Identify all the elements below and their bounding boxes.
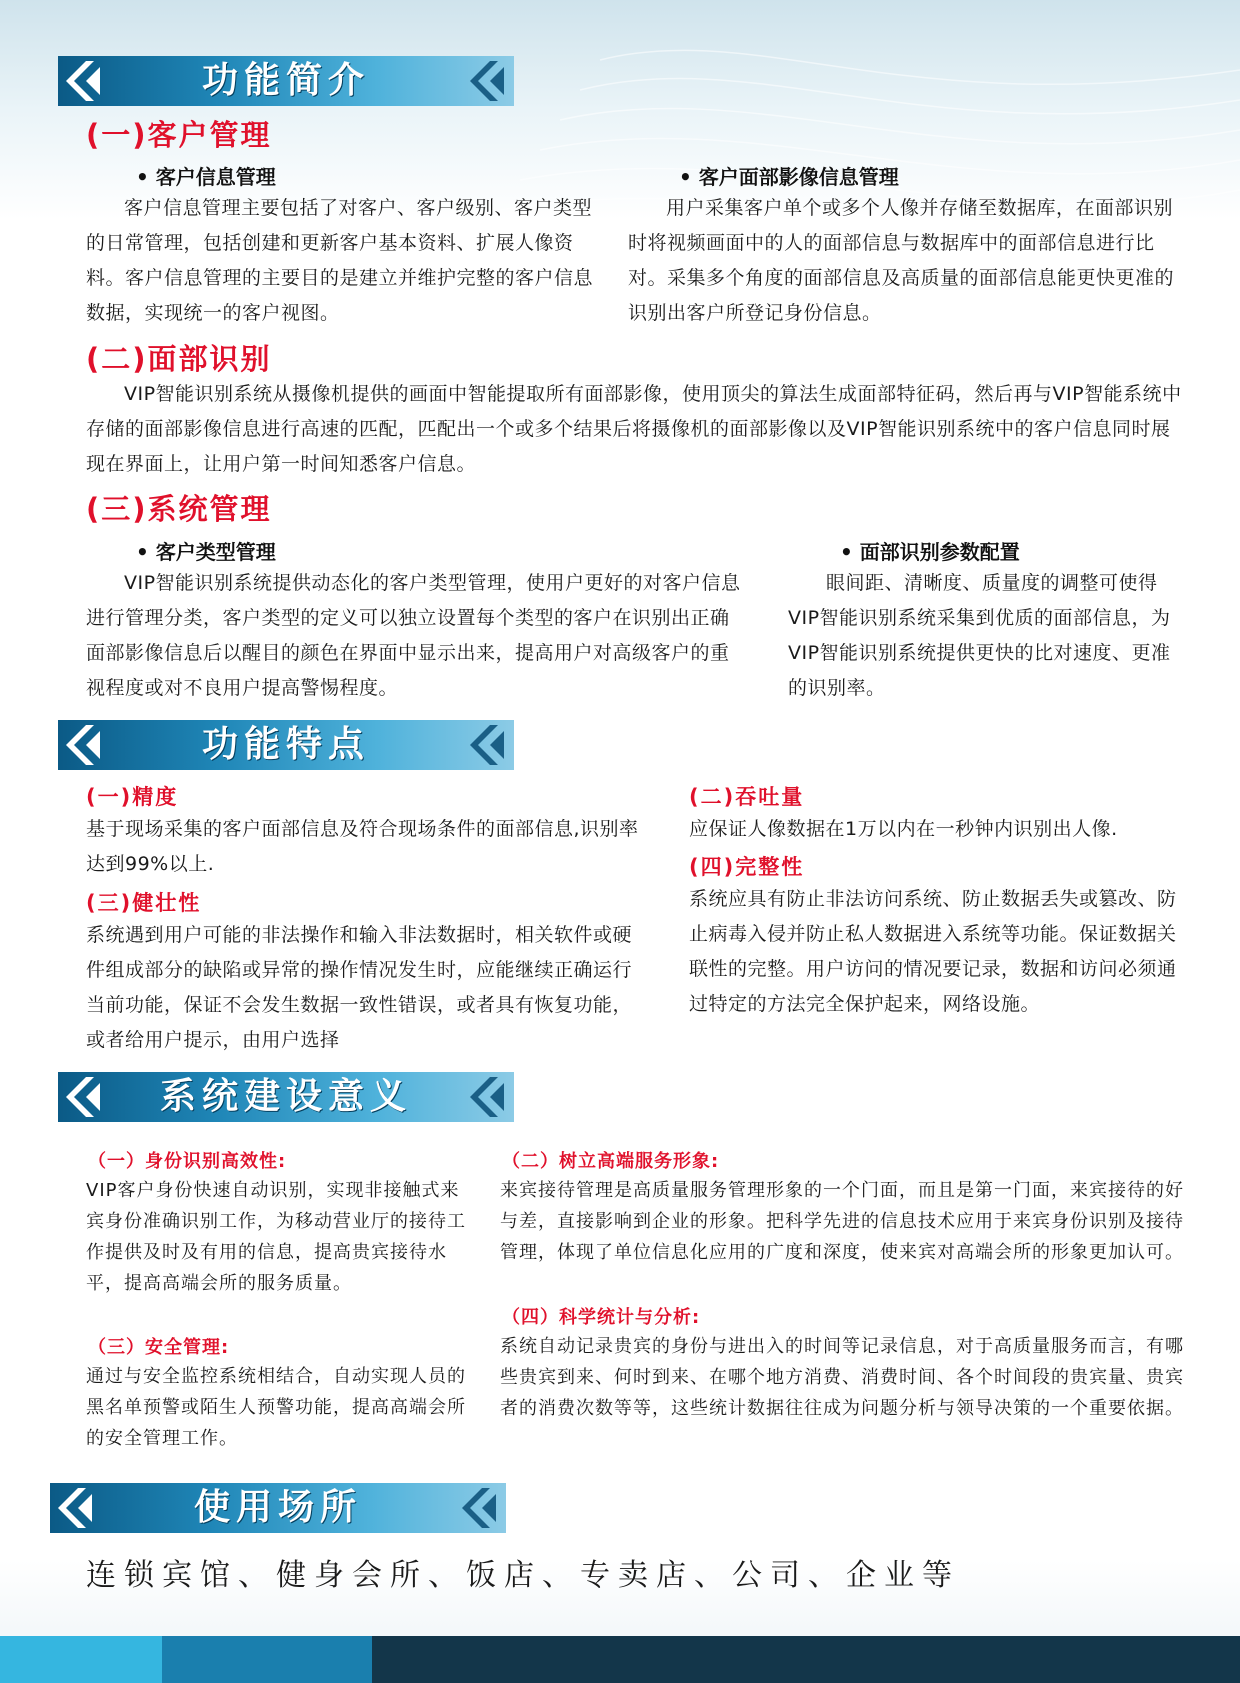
text-recognition-params: 眼间距、清晰度、质量度的调整可使得VIP智能识别系统采集到优质的面部信息，为VIP智能识别系统提供更快的比对速度、更准的识别率。	[788, 572, 1171, 699]
section-title-significance: 系统建设意义	[159, 1076, 412, 1117]
bullet-face-image: • 客户面部影像信息管理	[679, 165, 899, 189]
heading-robustness: (三)健壮性	[86, 891, 202, 915]
section-banner-venues	[50, 1483, 506, 1533]
double-chevron-left-icon	[466, 1075, 510, 1119]
section-banner-significance	[58, 1072, 514, 1122]
venues-list: 连锁宾馆、健身会所、饭店、专卖店、公司、企业等	[86, 1558, 960, 1593]
double-chevron-left-icon	[458, 1486, 502, 1530]
double-chevron-left-icon	[466, 723, 510, 767]
footer-band-light	[0, 1636, 162, 1683]
heading-security: （三）安全管理:	[88, 1337, 230, 1358]
text-efficiency: VIP客户身份快速自动识别，实现非接触式来宾身份准确识别工作，为移动营业厅的接待工作提供及时及有用的信息，提高贵宾接待水平，提高高端会所的服务质量。	[86, 1180, 466, 1294]
text-customer-type: VIP智能识别系统提供动态化的客户类型管理，使用户更好的对客户信息进行管理分类，客户类型的定义可以独立设置每个类型的客户在识别出正确面部影像信息后以醒目的颜色在界面中显示出来，提高用户对高级客户的重视程度或对不良用户提高警惕程度。	[86, 572, 741, 699]
section-title-venues: 使用场所	[193, 1487, 362, 1528]
bullet-customer-type: • 客户类型管理	[136, 540, 276, 564]
bullet-recognition-params: • 面部识别参数配置	[840, 540, 1020, 564]
heading-system-mgmt: (三)系统管理	[86, 492, 272, 526]
text-statistics: 系统自动记录贵宾的身份与进出入的时间等记录信息，对于高质量服务而言，有哪些贵宾到来、何时到来、在哪个地方消费、消费时间、各个时间段的贵宾量、贵宾者的消费次数等等，这些统计数据往往成为问题分析与领导决策的一个重要依据。	[500, 1336, 1184, 1419]
text-precision: 基于现场采集的客户面部信息及符合现场条件的面部信息,识别率达到99%以上.	[86, 818, 639, 875]
text-robustness: 系统遇到用户可能的非法操作和输入非法数据时，相关软件或硬件组成部分的缺陷或异常的操作情况发生时，应能继续正确运行当前功能，保证不会发生数据一致性错误，或者具有恢复功能，或者给用户提示，由用户选择	[86, 924, 633, 1051]
bullet-customer-info: • 客户信息管理	[136, 165, 276, 189]
footer-band-mid	[162, 1636, 372, 1683]
section-banner-intro	[58, 56, 514, 106]
text-face-recognition: VIP智能识别系统从摄像机提供的画面中智能提取所有面部影像，使用顶尖的算法生成面部特征码，然后再与VIP智能系统中存储的面部影像信息进行高速的匹配，匹配出一个或多个结果后将摄像机的面部影像以及VIP智能识别系统中的客户信息同时展现在界面上，让用户第一时间知悉客户信息。	[86, 383, 1182, 475]
footer-band-dark	[372, 1636, 1240, 1683]
double-chevron-left-icon	[466, 59, 510, 103]
text-customer-info: 客户信息管理主要包括了对客户、客户级别、客户类型的日常管理，包括创建和更新客户基本资料、扩展人像资料。客户信息管理的主要目的是建立并维护完整的客户信息数据，实现统一的客户视图。	[86, 197, 594, 324]
section-title-features: 功能特点	[201, 724, 370, 765]
text-image: 来宾接待管理是高质量服务管理形象的一个门面，而且是第一门面，来宾接待的好与差，直接影响到企业的形象。把科学先进的信息技术应用于来宾身份识别及接待管理，体现了单位信息化应用的广度和深度，使来宾对高端会所的形象更加认可。	[500, 1180, 1184, 1263]
heading-customer-mgmt: (一)客户管理	[86, 118, 272, 152]
section-title-intro: 功能简介	[201, 60, 370, 101]
section-banner-features	[58, 720, 514, 770]
heading-precision: (一)精度	[86, 785, 179, 809]
text-security: 通过与安全监控系统相结合，自动实现人员的黑名单预警或陌生人预警功能，提高高端会所的安全管理工作。	[86, 1366, 466, 1449]
heading-face-recognition: (二)面部识别	[86, 342, 272, 376]
text-integrity: 系统应具有防止非法访问系统、防止数据丢失或篡改、防止病毒入侵并防止私人数据进入系统等功能。保证数据关联性的完整。用户访问的情况要记录，数据和访问必须通过特定的方法完全保护起来，网络设施。	[689, 888, 1177, 1015]
text-throughput: 应保证人像数据在1万以内在一秒钟内识别出人像.	[689, 818, 1118, 840]
heading-throughput: (二)吞吐量	[689, 785, 805, 809]
heading-statistics: （四）科学统计与分析:	[502, 1307, 701, 1328]
heading-image: （二）树立高端服务形象:	[502, 1151, 720, 1172]
text-face-image: 用户采集客户单个或多个人像并存储至数据库，在面部识别时将视频画面中的人的面部信息与数据库中的面部信息进行比对。采集多个角度的面部信息及高质量的面部信息能更快更准的识别出客户所登记身份信息。	[628, 197, 1175, 324]
heading-efficiency: （一）身份识别高效性:	[88, 1151, 287, 1172]
heading-integrity: (四)完整性	[689, 855, 805, 879]
